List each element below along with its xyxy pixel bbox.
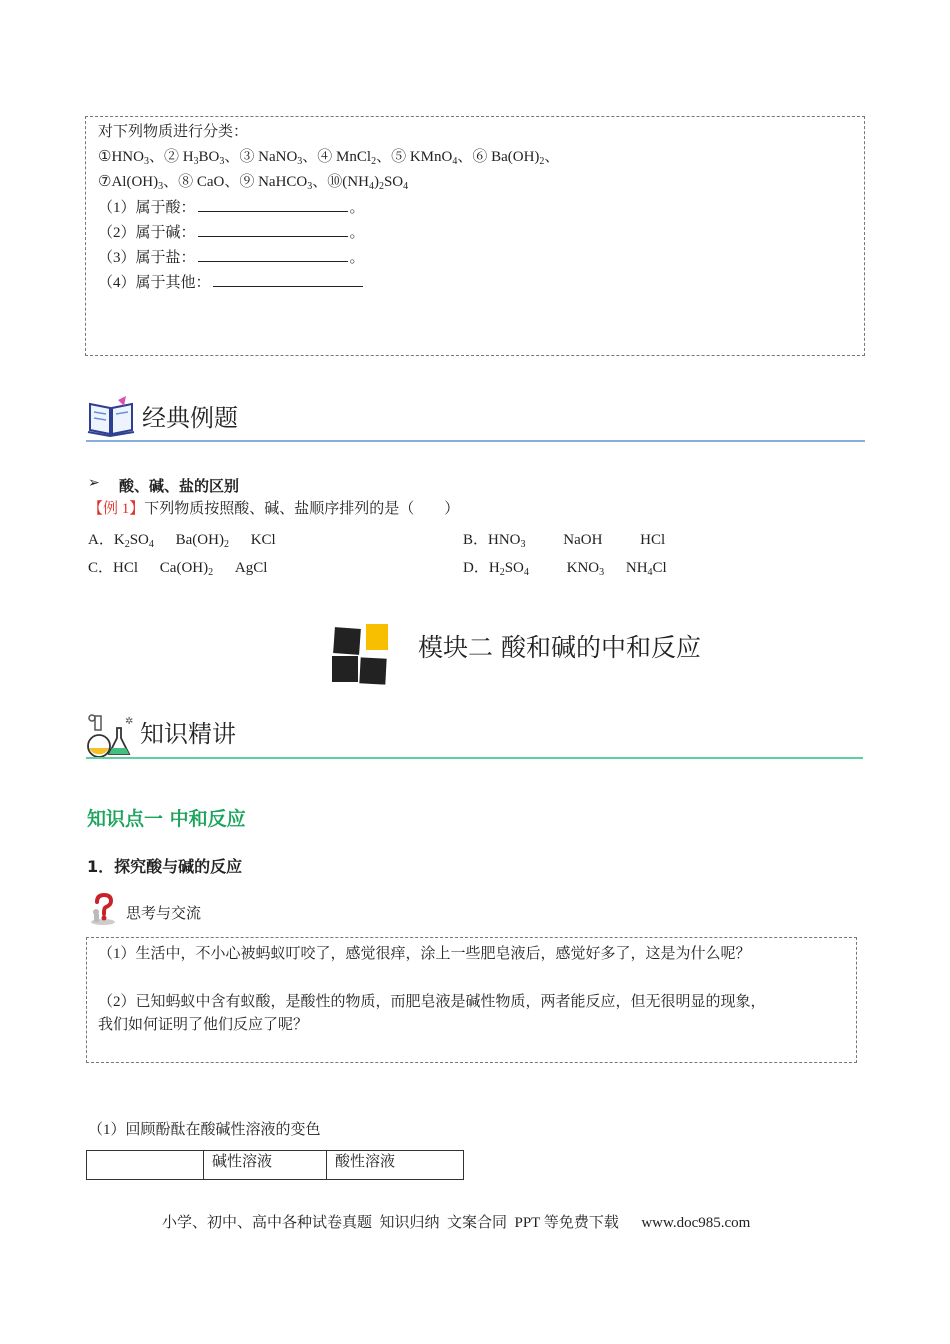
knowledge-point-title: 知识点一 中和反应 [87, 808, 246, 830]
option-c[interactable]: C．HCl $Ca(OH)_2$ AgCl [88, 560, 268, 578]
table-header-basic: 碱性溶液 [204, 1151, 327, 1180]
question-base: （2）属于碱： 。 [98, 221, 365, 246]
exercise-items-line1: $①HNO_3$、② $H_3BO_3$、③ NaNO$_3$、④ MnCl$_2$、⑤ KMnO$_4$、⑥ $Ba(OH)_2$、 [98, 149, 560, 167]
indicator-table [86, 1150, 464, 1180]
page-footer: 小学、初中、高中各种试卷真题 知识归纳 文案合同 PPT 等免费下载 www.doc985.com [162, 1215, 751, 1231]
classic-examples-title: 经典例题 [142, 404, 238, 432]
exercise-items-line2: $⑦Al(OH)_3$、⑧ CaO、⑨ NaHCO$_3$、$⑩(NH_4)_2SO_4$ [98, 174, 409, 192]
subsection-title: 1．探究酸与碱的反应 [87, 857, 243, 876]
answer-blank-salt[interactable] [198, 247, 348, 262]
knowledge-title: 知识精讲 [140, 720, 236, 748]
open-book-icon [86, 394, 136, 438]
table-header-row [87, 1151, 464, 1180]
option-b[interactable]: B．$HNO_3$ NaOH HCl [463, 532, 666, 550]
question-mark-icon [86, 892, 120, 926]
module-blocks-icon [330, 622, 390, 688]
discussion-q2-line1: （2）已知蚂蚁中含有蚁酸，是酸性的物质，而肥皂液是碱性物质，两者能反应，但无很明显的现象， [98, 994, 766, 1010]
example-tag: 【例 1】 [88, 501, 145, 517]
exercise-intro: 对下列物质进行分类： [98, 124, 249, 140]
lab-flask-icon [85, 712, 135, 758]
topic-heading: 酸、碱、盐的区别 [119, 477, 240, 495]
option-d[interactable]: D．$H_2SO_4$ $KNO_3$ $NH_4Cl$ [463, 560, 667, 578]
table-header-acidic: 酸性溶液 [327, 1151, 464, 1180]
topic-bullet: ➢ [88, 475, 100, 491]
option-a[interactable]: A．$K_2SO_4$ $Ba(OH)_2$ KCl [88, 532, 276, 550]
answer-blank-base[interactable] [198, 222, 348, 237]
module-title: 模块二 酸和碱的中和反应 [418, 633, 701, 662]
knowledge-divider [86, 757, 863, 759]
think-and-discuss-label: 思考与交流 [126, 906, 202, 922]
question-salt: （3）属于盐： 。 [98, 246, 365, 271]
classic-divider [86, 440, 865, 442]
question-other: （4）属于其他： [98, 271, 365, 296]
table-cell [87, 1151, 204, 1180]
discussion-q1: （1）生活中，不小心被蚂蚁叮咬了，感觉很痒，涂上一些肥皂液后，感觉好多了，这是为什么呢？ [98, 946, 751, 962]
answer-blank-other[interactable] [213, 272, 363, 287]
discussion-q2-line2: 我们如何证明了他们反应了呢？ [98, 1017, 309, 1033]
review-title: （1）回顾酚酞在酸碱性溶液的变色 [88, 1122, 321, 1138]
example-1-question: 【例 1】下列物质按照酸、碱、盐顺序排列的是（ ） [88, 501, 460, 517]
answer-blank-acid[interactable] [198, 197, 348, 212]
question-acid: （1）属于酸： 。 [98, 196, 365, 221]
svg-text:✲: ✲ [125, 716, 134, 727]
